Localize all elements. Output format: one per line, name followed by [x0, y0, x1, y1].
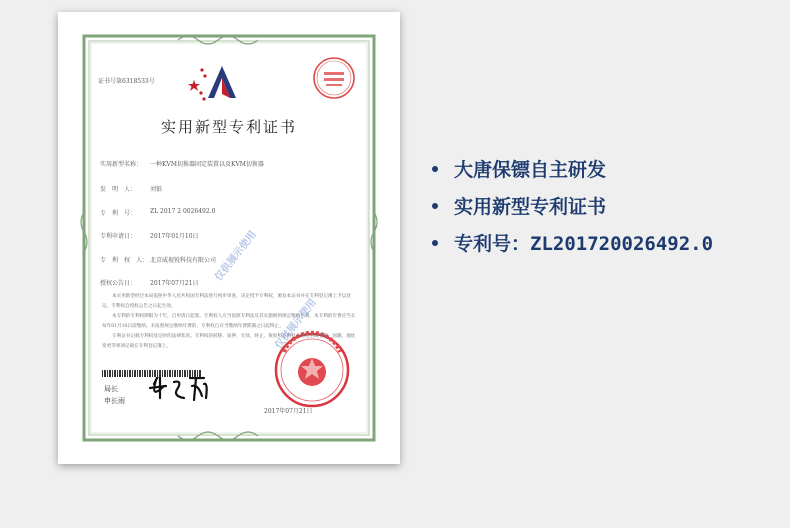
- bullet-dot-icon: [432, 166, 438, 172]
- director-label: 局长: [104, 385, 118, 393]
- watermark: 仅供展示使用: [273, 297, 319, 352]
- bullet-dot-icon: [432, 240, 438, 246]
- watermark: 仅供展示使用: [213, 229, 259, 284]
- holder-value: 北京威视锐科技有限公司: [150, 257, 217, 264]
- cnipa-emblem: [188, 66, 236, 101]
- filing-date-value: 2017年01月10日: [150, 233, 199, 240]
- name-label: 实用新型名称：: [100, 161, 143, 168]
- list-item: [432, 150, 713, 187]
- bullet-dot-icon: [432, 203, 438, 209]
- body-paragraph: 专利证书记载专利权登记时的法律状况。专利权的转移、质押、无效、终止、恢复和专利权人的姓名或名称、国籍、地址变更等事项记载在专利登记簿上。: [102, 334, 356, 349]
- certificate-number: 证书号第6318533号: [98, 78, 155, 85]
- certificate-body-text: [102, 292, 356, 352]
- director-signature: [150, 376, 207, 400]
- list-item-text: 专利号：ZL201720026492.0: [454, 233, 714, 255]
- patent-number-value: ZL 2017 2 0026492.0: [150, 208, 216, 215]
- top-right-seal: [314, 58, 354, 98]
- certificate-title: 实用新型专利证书: [160, 118, 297, 136]
- inventor-value: 刘银: [150, 186, 163, 193]
- certificate-page: [58, 12, 400, 464]
- list-item: [432, 224, 713, 261]
- filing-date-label: 专利申请日：: [100, 233, 137, 240]
- grant-date-value: 2017年07月21日: [150, 280, 199, 287]
- barcode: [102, 370, 202, 377]
- patent-certificate-image: [58, 12, 400, 464]
- seal-date: 2017年07月21日: [264, 408, 313, 415]
- director-name: 申长雨: [104, 397, 125, 405]
- holder-label: 专 利 权 人：: [100, 257, 149, 264]
- list-item: [432, 187, 713, 224]
- patent-number-label: 专 利 号：: [100, 210, 137, 217]
- body-paragraph: 本专利的专利权期限为十年，自申请日起算。专利权人应当依照专利法及其实施细则规定缴纳年费。本专利的年费应当在每年01月10日前缴纳。未按照规定缴纳年费的，专利权自应当缴纳年费期满之日起终止。: [102, 314, 356, 329]
- feature-list: [432, 150, 713, 261]
- list-item-text: 实用新型专利证书: [454, 196, 607, 218]
- name-value: 一种KVM切换器固定装置以及KVM切换器: [150, 161, 264, 168]
- inventor-label: 发 明 人：: [100, 186, 137, 193]
- grant-date-label: 授权公告日：: [100, 280, 137, 287]
- list-item-text: 大唐保镖自主研发: [454, 159, 607, 181]
- body-paragraph: 本实用新型经过本局依照中华人民共和国专利法进行初步审查，决定授予专利权，颁发本证书并在专利登记簿上予以登记。专利权自授权公告之日起生效。: [102, 294, 351, 309]
